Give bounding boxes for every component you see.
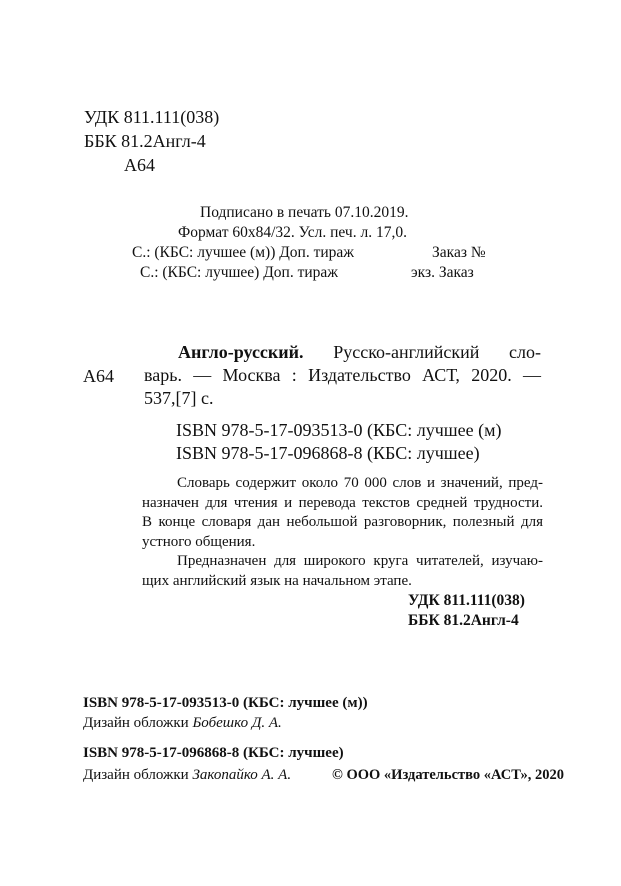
design-label: Дизайн обложки xyxy=(83,715,193,731)
author-mark: А64 xyxy=(124,155,155,175)
description-line: назначен для чтения и перевода текстов средней трудности. xyxy=(142,494,543,511)
description-line: В конце словаря дан небольшой разговорник, полезный для xyxy=(142,514,543,530)
signed-to-print: Подписано в печать 07.10.2019. xyxy=(200,204,409,221)
footer-isbn-2-text: ISBN 978-5-17-096868-8 (КБС: лучшее) xyxy=(83,745,344,761)
entry-author-mark: А64 xyxy=(83,366,114,386)
run1-order: Заказ № xyxy=(432,244,486,261)
bbk-code: ББК 81.2Англ-4 xyxy=(84,131,206,151)
footer-design-2 xyxy=(83,766,291,785)
description-line: устного общения. xyxy=(142,533,256,550)
entry-title: Англо-русский. xyxy=(178,342,304,362)
footer-isbn-2 xyxy=(83,744,344,763)
catalog-entry xyxy=(144,341,541,410)
udk-code-bold: УДК 811.111(038) xyxy=(408,592,525,609)
designer-name: Закопайко А. А. xyxy=(192,767,292,783)
run2-order: экз. Заказ xyxy=(411,264,474,281)
run2-label: С.: (КБС: лучшее) Доп. тираж xyxy=(140,264,338,281)
description-line: Предназначен для широкого круга читателей, изучаю- xyxy=(177,553,543,569)
run1-label: С.: (КБС: лучшее (м)) Доп. тираж xyxy=(132,244,355,261)
entry-isbn-1: ISBN 978-5-17-093513-0 (КБС: лучшее (м) xyxy=(176,420,502,440)
udk-code: УДК 811.111(038) xyxy=(84,107,220,127)
description-line: щих английский язык на начальном этапе. xyxy=(142,572,412,589)
print-format: Формат 60x84/32. Усл. печ. л. 17,0. xyxy=(178,224,407,241)
design-label: Дизайн обложки xyxy=(83,767,193,783)
description-line: Словарь содержит около 70 000 слов и значений, пред- xyxy=(177,475,543,491)
description xyxy=(142,474,543,591)
designer-name: Бобешко Д. А. xyxy=(192,715,282,731)
bbk-code-bold: ББК 81.2Англ-4 xyxy=(408,612,519,629)
entry-line-3: 537,[7] с. xyxy=(144,388,214,408)
entry-line-1 xyxy=(144,341,541,364)
footer-isbn-1-text: ISBN 978-5-17-093513-0 (КБС: лучшее (м)) xyxy=(83,695,368,711)
copyright: © ООО «Издательство «АСТ», 2020 xyxy=(332,767,565,783)
footer-isbn-1 xyxy=(83,694,368,713)
entry-line-2: варь. — Москва : Издательство АСТ, 2020. — xyxy=(144,365,541,385)
entry-title-rest: Русско-английский сло- xyxy=(333,342,542,362)
print-info xyxy=(0,203,621,283)
footer-design-1 xyxy=(83,714,282,733)
entry-isbn-2: ISBN 978-5-17-096868-8 (КБС: лучшее) xyxy=(176,443,480,463)
